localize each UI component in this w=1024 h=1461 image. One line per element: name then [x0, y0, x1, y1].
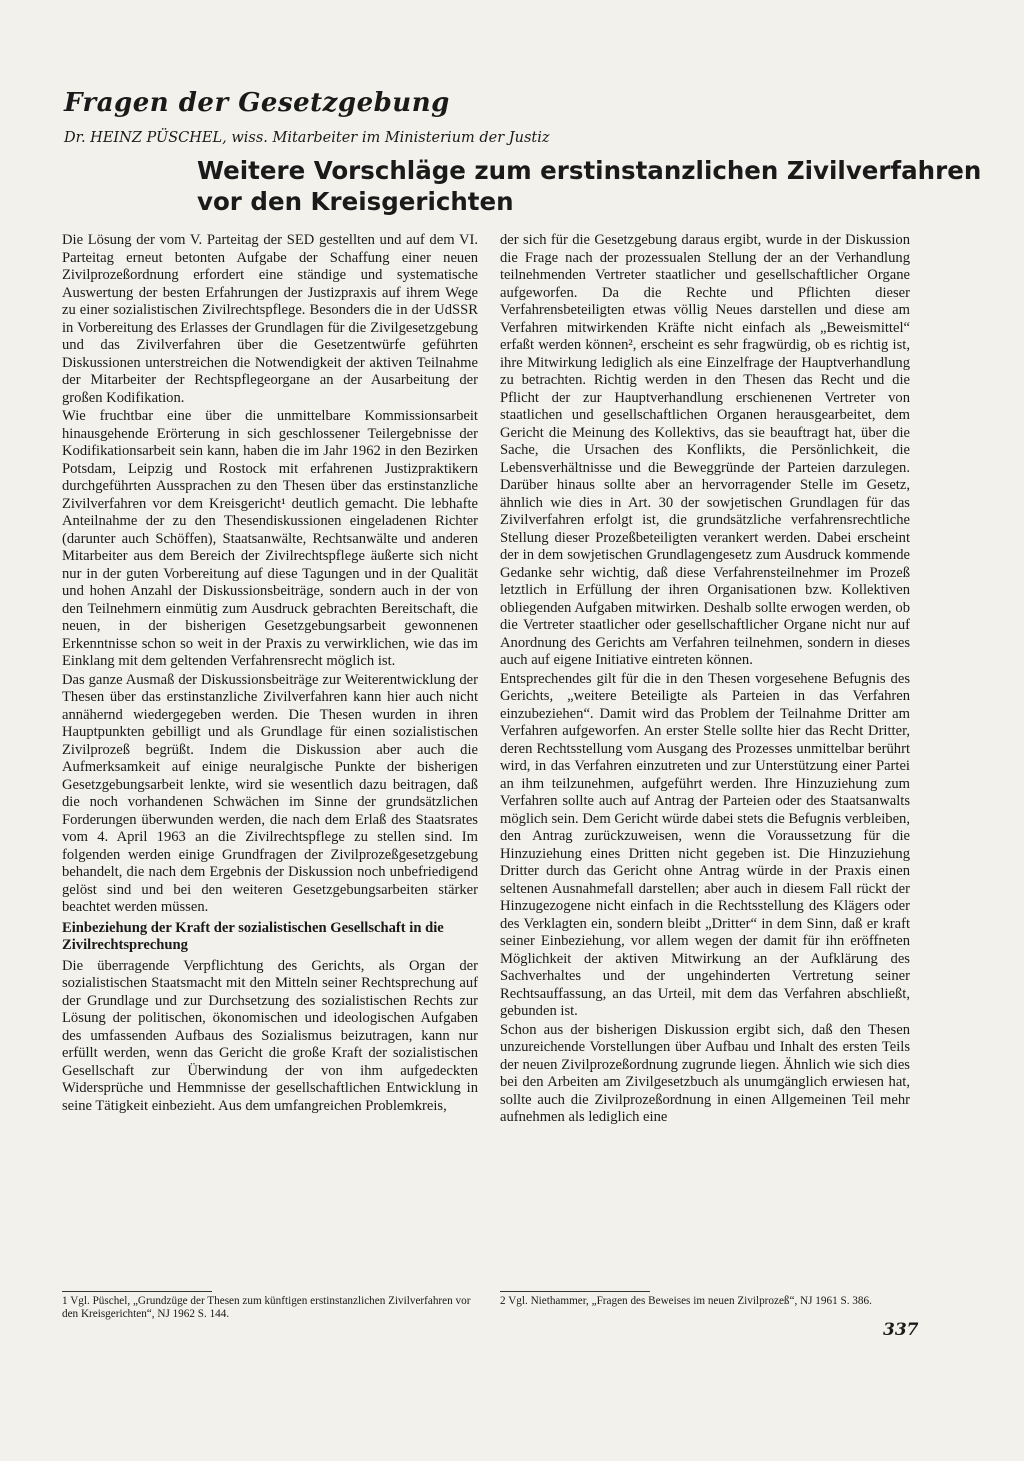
footnote-2: 2 Vgl. Niethammer, „Fragen des Beweises im neuen Zivilprozeß“, NJ 1961 S. 386.: [500, 1295, 872, 1307]
paragraph: Die überragende Verpflichtung des Gerichts, als Organ der sozialistischen Staatsmacht mit den Mitteln seiner Rechtsprechung auf der Grundlage und zur Durchsetzung des sozialistischen Rechts zur Lösung der politischen, ökonomischen und ideologischen Aufgaben des umfassenden Aufbaus des Sozialismus beizutragen, kann nur erfüllt werden, wenn das Gericht die große Kraft der sozialistischen Gesellschaft zur Überwindung der von ihm aufgedeckten Widersprüche und Hemmnisse der gesellschaftlichen Entwicklung in seine Tätigkeit einbezieht. Aus dem umfangreichen Problemkreis,: [62, 957, 478, 1114]
paragraph: Die Lösung der vom V. Parteitag der SED gestellten und auf dem VI. Parteitag erneut betonten Aufgabe der Schaffung einer neuen Zivilprozeßordnung erfordert eine ständige und systematische Auswertung der besten Erfahrungen der Justizpraxis auf ihrem Wege zu einer sozialistischen Zivilrechtspflege. Besonders die in der UdSSR in Vorbereitung des Erlasses der Grundlagen für die Zivilgesetzgebung und das Zivilverfahren über die Gesetzentwürfe geführten Diskussionen unterstreichen die Notwendigkeit der aktiven Teilnahme der Mitarbeiter der Rechtspflegeorgane an der Ausarbeitung der großen Kodifikation.: [62, 232, 478, 406]
subheading: Einbeziehung der Kraft der sozialistischen Gesellschaft in die Zivilrechtsprechung: [62, 919, 444, 953]
footnote-divider: [500, 1291, 650, 1292]
left-column: [62, 232, 478, 1116]
section-title: Fragen der Gesetzgebung: [64, 88, 450, 118]
page-number: 337: [883, 1320, 919, 1340]
paragraph: der sich für die Gesetzgebung daraus ergibt, wurde in der Diskussion die Frage nach der prozessualen Stellung der an der Verhandlung teilnehmenden Vertreter staatlicher und gesellschaftlicher Organe aufgeworfen. Da die Rechte und Pflichten dieser Verfahrensbeteiligten etwas völlig Neues darstellen und diese am Verfahren mitwirkenden Kräfte nicht einfach als „Beweismittel“ erfaßt werden können², erscheint es sehr fragwürdig, ob es richtig ist, ihre Mitwirkung lediglich als eine Einzelfrage der Hauptverhandlung zu betrachten. Richtig werden in den Thesen das Recht und die Pflicht der zur Hauptverhandlung erschienenen Vertreter von staatlichen und gesellschaftlichen Organen herausgearbeitet, dem Gericht die Meinung des Kollektivs, das sie beauftragt hat, über die Sache, die Ursachen des Konflikts, die Persönlichkeit, die Lebensverhältnisse und die Beweggründe der Parteien darzulegen. Darüber hinaus sollte aber an hervorragender Stelle im Gesetz, ähnlich wie dies in Art. 30 der sowjetischen Grundlagen für das Zivilverfahren erfolgt ist, die grundsätzliche verfahrensrechtliche Stellung dieser Prozeßbeteiligten verankert werden. Dabei erscheint der in dem sowjetischen Grundlagengesetz zum Ausdruck kommende Gedanke sehr wichtig, daß diese Verfahrensteilnehmer im Prozeß letztlich in Erfüllung der ihren Organisationen bzw. Kollektiven obliegenden Aufgaben mitwirken. Deshalb sollte erwogen werden, ob die Vertreter staatlicher oder gesellschaftlicher Organe nicht nur auf Anordnung des Gerichts am Verfahren teilnehmen, sondern in dieses auch auf eigene Initiative eintreten können.: [500, 232, 910, 668]
footnote-divider: [62, 1291, 212, 1292]
headline-line-2: vor den Kreisgerichten: [197, 187, 514, 216]
paragraph: Schon aus der bisherigen Diskussion ergibt sich, daß den Thesen unzureichende Vorstellungen über Aufbau und Inhalt des ersten Teils der neuen Zivilprozeßordnung zugrunde liegen. Ähnlich wie sich dies bei den Arbeiten am Zivilgesetzbuch als unumgänglich erwiesen hat, sollte auch die Zivilprozeßordnung in einen Allgemeinen Teil mehr aufnehmen als lediglich eine: [500, 1021, 910, 1125]
article-headline: [197, 155, 982, 217]
paragraph: Wie fruchtbar eine über die unmittelbare Kommissionsarbeit hinausgehende Erörterung in sich geschlossener Teilergebnisse der Kodifikationsarbeit sein kann, haben die im Jahr 1962 in den Bezirken Potsdam, Leipzig und Rostock mit erfahrenen Justizpraktikern durchgeführten Aussprachen zu den Thesen über das erstinstanzliche Zivilverfahren vor dem Kreisgericht¹ deutlich gemacht. Die lebhafte Anteilnahme der zu den Thesendiskussionen eingeladenen Richter (darunter auch Schöffen), Staatsanwälte, Rechtsanwälte und anderen Mitarbeiter aus dem Bereich der Zivilrechtspflege äußerte sich nicht nur in der guten Vorbereitung auf diese Tagungen und in der Qualität und hohen Anzahl der Diskussionsbeiträge, sondern auch in der von den Teilnehmern einmütig zum Ausdruck gebrachten Bereitschaft, die neuen, in der bisherigen Gesetzgebungsarbeit gewonnenen Erkenntnisse schon so weit in der Praxis zu verwirklichen, wie das im Einklang mit dem geltenden Verfahrensrecht möglich ist.: [62, 408, 478, 669]
paragraph: Entsprechendes gilt für die in den Thesen vorgesehene Befugnis des Gerichts, „weitere Beteiligte als Parteien in das Verfahren einzubeziehen“. Damit wird das Problem der Teilnahme Dritter am Verfahren aufgeworfen. An erster Stelle sollte hier das Recht Dritter, deren Rechtsstellung vom Ausgang des Prozesses unmittelbar berührt wird, in das Verfahren einzutreten und zur Unterstützung einer Partei an ihm teilzunehmen, aufgeführt werden. Ihre Hinzuziehung zum Verfahren sollte auch auf Antrag der Parteien oder des Staatsanwalts möglich sein. Dem Gericht würde dabei stets die Befugnis verbleiben, den Antrag zurückzuweisen, wenn die Voraussetzung für die Hinzuziehung eines Dritten nicht gegeben ist. Die Hinzuziehung Dritter durch das Gericht ohne Antrag würde in der Praxis einen seltenen Ausnahmefall darstellen; aber auch in diesem Fall rückt der Hinzugezogene nicht einfach in die Rechtsstellung des Klägers oder des Verklagten ein, sondern bleibt „Dritter“ in dem Sinn, daß er kraft seiner Einbeziehung, vor allem wegen der damit für ihn eröffneten Möglichkeit der aktiven Mitwirkung an der Aufklärung des Sachverhaltes und der ungehinderten Vertretung seiner Rechtsauffassung, an das Urteil, mit dem das Verfahren abschließt, gebunden ist.: [500, 670, 910, 1019]
paragraph: Das ganze Ausmaß der Diskussionsbeiträge zur Weiterentwicklung der Thesen über das erstinstanzliche Zivilverfahren kann hier auch nicht annähernd wiedergegeben werden. Die Thesen wurden in ihren Hauptpunkten gebilligt und als Grundlage für einen sozialistischen Zivilprozeß begrüßt. Indem die Diskussion aber auch die Aufmerksamkeit auf einige neuralgische Punkte der bisherigen Gesetzgebungsarbeit lenkte, wird sie wesentlich dazu beitragen, daß die noch vorhandenen Schwächen im Sinne der grundsätzlichen Forderungen überwunden werden, die nach dem Erlaß des Staatsrates vom 4. April 1963 an die Zivilrechtspflege zu stellen sind. Im folgenden werden einige Grundfragen der Zivilprozeßgesetzgebung behandelt, die nach dem Ergebnis der Diskussion noch unbefriedigend gelöst sind und bei den weiteren Gesetzgebungsarbeiten stärker beachtet werden müssen.: [62, 671, 478, 915]
headline-line-1: Weitere Vorschläge zum erstinstanzlichen Zivilverfahren: [197, 156, 982, 185]
footnote-1: 1 Vgl. Püschel, „Grundzüge der Thesen zum künftigen erstinstanzlichen Zivilverfahren vor den Kreisgerichten“, NJ 1962 S. 144.: [62, 1295, 471, 1320]
right-column: [500, 232, 910, 1128]
author-line: Dr. HEINZ PÜSCHEL, wiss. Mitarbeiter im Ministerium der Justiz: [64, 130, 550, 146]
